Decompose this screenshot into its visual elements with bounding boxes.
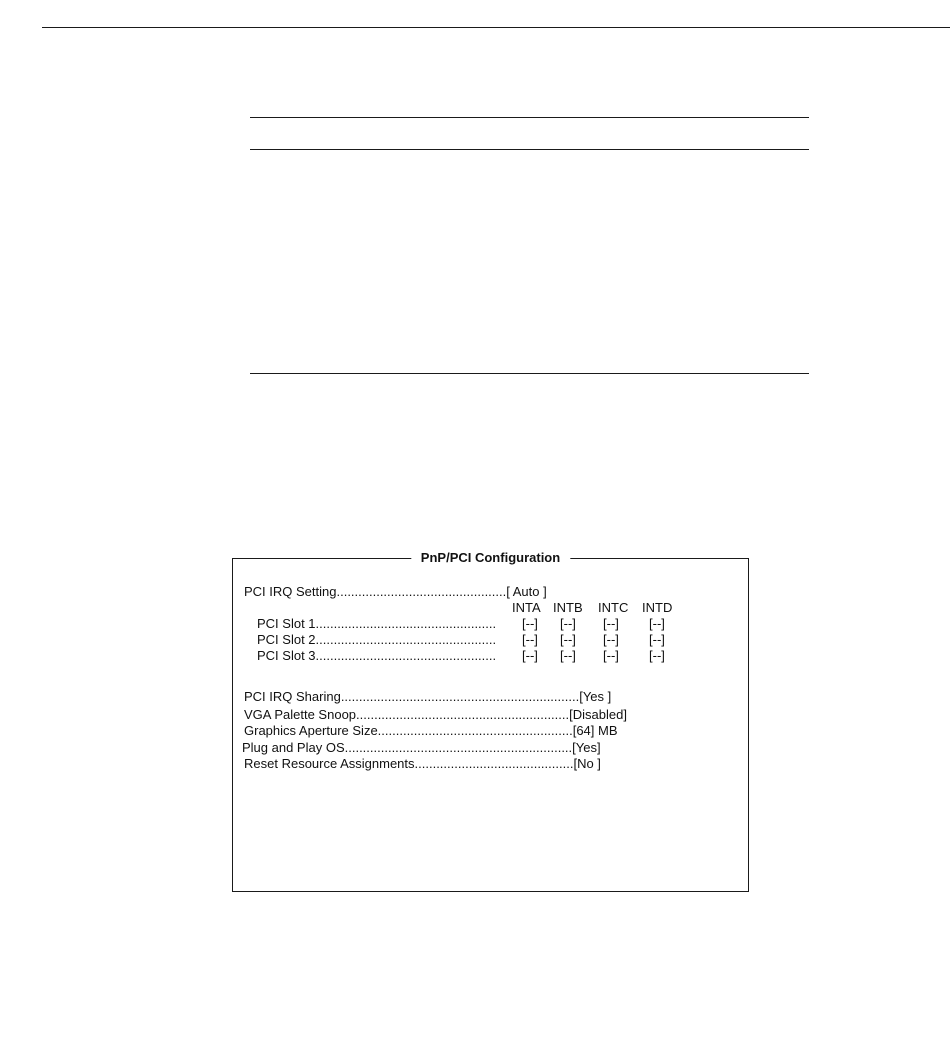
pci-irq-setting-value[interactable]: [ Auto ] bbox=[506, 584, 547, 599]
pci-slot-3-label: PCI Slot 3.................................................. bbox=[257, 648, 497, 663]
column-header-intd: INTD bbox=[642, 600, 673, 615]
table-rule-bottom bbox=[250, 373, 809, 374]
reset-resource-assignments-label: Reset Resource Assignments............................................ bbox=[244, 756, 574, 771]
pci-slot-1-intc[interactable]: [--] bbox=[603, 616, 619, 631]
pci-irq-sharing-label: PCI IRQ Sharing.................................................................. bbox=[244, 689, 580, 704]
pci-slot-1-intb[interactable]: [--] bbox=[560, 616, 576, 631]
pci-slot-1-inta[interactable]: [--] bbox=[522, 616, 538, 631]
pci-slot-1-intd[interactable]: [--] bbox=[649, 616, 665, 631]
pci-slot-2-intc[interactable]: [--] bbox=[603, 632, 619, 647]
graphics-aperture-size-value[interactable]: [64] MB bbox=[572, 723, 618, 738]
plug-and-play-os-row[interactable] bbox=[242, 740, 601, 756]
plug-and-play-os-value[interactable]: [Yes] bbox=[572, 740, 601, 755]
column-header-inta: INTA bbox=[512, 600, 541, 615]
table-rule-middle bbox=[250, 149, 809, 150]
pci-slot-3-intc[interactable]: [--] bbox=[603, 648, 619, 663]
pci-irq-sharing-value[interactable]: [Yes ] bbox=[579, 689, 612, 704]
pci-slot-2-row bbox=[257, 632, 496, 648]
pnp-pci-configuration-panel bbox=[232, 550, 749, 892]
pci-slot-3-intb[interactable]: [--] bbox=[560, 648, 576, 663]
pci-slot-3-intd[interactable]: [--] bbox=[649, 648, 665, 663]
column-header-intc: INTC bbox=[598, 600, 629, 615]
header-rule bbox=[42, 27, 950, 28]
reset-resource-assignments-row[interactable] bbox=[244, 756, 601, 772]
pci-slot-2-inta[interactable]: [--] bbox=[522, 632, 538, 647]
graphics-aperture-size-row[interactable] bbox=[244, 723, 618, 739]
plug-and-play-os-label: Plug and Play OS............................................................... bbox=[242, 740, 573, 755]
vga-palette-snoop-label: VGA Palette Snoop........................................................... bbox=[244, 707, 570, 722]
pci-irq-sharing-row[interactable] bbox=[244, 689, 611, 705]
pci-slot-2-intd[interactable]: [--] bbox=[649, 632, 665, 647]
reset-resource-assignments-value[interactable]: [No ] bbox=[573, 756, 601, 771]
pci-irq-setting-label: PCI IRQ Setting............................................... bbox=[244, 584, 507, 599]
table-rule-top bbox=[250, 117, 809, 118]
graphics-aperture-size-label: Graphics Aperture Size...................................................... bbox=[244, 723, 573, 738]
pci-slot-2-label: PCI Slot 2.................................................. bbox=[257, 632, 497, 647]
pci-slot-1-label: PCI Slot 1.................................................. bbox=[257, 616, 497, 631]
panel-title: PnP/PCI Configuration bbox=[411, 549, 570, 567]
vga-palette-snoop-value[interactable]: [Disabled] bbox=[569, 707, 627, 722]
pci-slot-1-row bbox=[257, 616, 496, 632]
pci-slot-3-inta[interactable]: [--] bbox=[522, 648, 538, 663]
pci-irq-setting-row[interactable] bbox=[244, 584, 547, 600]
vga-palette-snoop-row[interactable] bbox=[244, 707, 627, 723]
pci-slot-3-row bbox=[257, 648, 496, 664]
column-header-intb: INTB bbox=[553, 600, 583, 615]
pci-slot-2-intb[interactable]: [--] bbox=[560, 632, 576, 647]
